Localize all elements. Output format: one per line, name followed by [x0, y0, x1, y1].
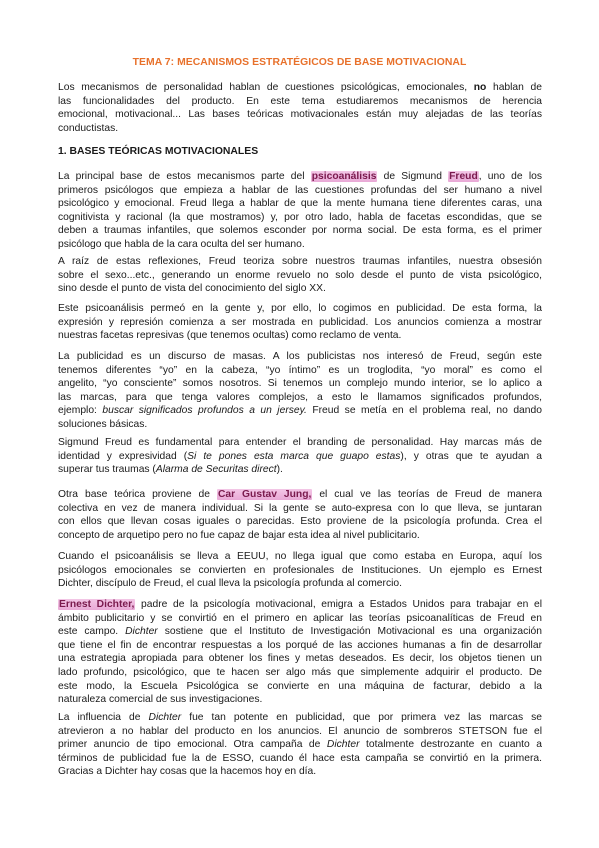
- paragraph-jung: [58, 488, 542, 542]
- text-line: nuestras facetas represivas (que tenemos ocultas) como reclamo de venta.: [58, 330, 402, 342]
- text-line: La influencia de Dichter fue tan potente en publicidad, que por primera vez las marcas se: [58, 712, 543, 723]
- text-line: una estrategia apropiada para obtener los fines y metas deseados. Es decir, los objetos tienen un: [58, 653, 542, 665]
- text-line: sobre el sexo...etc., generando un enorme revuelo no solo desde el punto de vista psicológico,: [58, 269, 542, 281]
- text-line: Dichter, discípulo de Freud, el cual lleva la psicología profunda al comercio.: [58, 578, 402, 590]
- text-line: Este psicoanálisis permeó en la gente y, por ello, lo cogimos en publicidad. De esta forma, la: [58, 303, 542, 314]
- text-line: Cuando el psicoanálisis se lleva a EEUU, no llega igual que como estaba en Europa, aquí los: [58, 551, 542, 562]
- text-line: este campo. Dichter sostiene que el Instituto de Investigación Motivacional es una organización: [58, 626, 542, 638]
- text-line: ejemplo: buscar significados profundos a un jersey. Freud se metía en el problema real, no dando: [58, 405, 542, 417]
- text-line: primeros psicólogos que empieza a hablar de las cuestiones profundas del ser humano a nivel: [58, 184, 542, 196]
- text-line: sino desde el punto de vista del conocimiento del siglo XX.: [58, 283, 326, 295]
- paragraph-eeuu: [58, 550, 542, 591]
- bold-word: no: [473, 82, 487, 93]
- text-line: naturaleza comercial de sus investigaciones.: [58, 694, 263, 706]
- highlight-dichter: Ernest Dichter,: [59, 599, 135, 610]
- text-line: Sigmund Freud es fundamental para entender el branding de personalidad. Hay marcas más de: [58, 437, 542, 448]
- text-line: términos de publicidad fue la de ESSO, cuando él hace esta campaña se convirtió en la primera.: [58, 752, 542, 764]
- text-line: conductistas.: [58, 122, 119, 134]
- text-line: colectiva en vez de manera individual. Si la gente se auto-expresa con lo que lleva, se juntaran: [58, 502, 542, 514]
- text-line: La principal base de estos mecanismos parte del psicoanálisis de Sigmund Freud, uno de los: [58, 171, 542, 182]
- text-line: psicológico y emocional. Freud llega a hablar de que la mente humana tiene diferentes caras, una: [58, 198, 542, 210]
- highlight-freud: Freud: [449, 171, 478, 182]
- text-line: superar tus traumas (Alarma de Securitas direct).: [58, 464, 283, 476]
- text-line: concepto de arquetipo pero no fue capaz de bajar esta idea al nivel publicitario.: [58, 529, 420, 541]
- text-line: psicólogos emocionales se convierten en profesionales de Instituciones. Un ejemplo es Ernest: [58, 564, 542, 576]
- text-line: cognitivista y racional (la que mostramos) y, por otro lado, habla de facetas escondidas, que se: [58, 211, 542, 223]
- paragraph-branding: [58, 436, 542, 477]
- text-line: identidad y expresividad (Si te pones esta marca que guapo estas), y otras que te ayudan a: [58, 450, 542, 462]
- text-line: expresión y represión comienza a ser mostrada en publicidad. Los anuncios comienza a mostrar: [58, 316, 542, 328]
- text-line: Ernest Dichter, padre de la psicología motivacional, emigra a Estados Unidos para trabajar en el: [59, 599, 542, 610]
- text-line: psicólogo que habla de la cara oculta del ser humano.: [58, 238, 305, 250]
- paragraph-influencia: [58, 711, 542, 779]
- text-line: soluciones básicas.: [58, 418, 148, 430]
- text-line: A raíz de estas reflexiones, Freud teoriza sobre nuestros traumas infantiles, nuestra obsesión: [58, 256, 542, 267]
- document-title: TEMA 7: MECANISMOS ESTRATÉGICOS DE BASE MOTIVACIONAL: [132, 57, 467, 68]
- text-line: con ellos que llevan cosas iguales o parecidas. Esto proviene de la psicología profunda. Crea el: [58, 516, 542, 528]
- text-line: Otra base teórica proviene de Car Gustav Jung, el cual ve las teorías de Freud de manera: [58, 489, 542, 500]
- text-line: este modo, la Escuela Psicológica se convierte en una máquina de facturar, debido a la: [58, 680, 542, 692]
- text-line: que tiene el fin de encontrar respuestas a los porqué de las acciones humanas a fin de desarrollar: [58, 639, 542, 651]
- paragraph-publicidad-psicoanalisis: [58, 302, 542, 343]
- paragraph-psicoanalisis: [58, 170, 542, 252]
- text-line: deben a traumas infantiles, que solemos esconder por norma social. De esta forma, es el primer: [58, 225, 542, 237]
- intro-paragraph: [58, 81, 542, 135]
- text-line: La publicidad es un discurso de masas. A los publicistas nos interesó de Freud, según este: [58, 351, 542, 362]
- text-line: lado profundo, psicológico, que te hacen ser algo más que simplemente adquirir el producto. De: [58, 666, 542, 678]
- text-line: las marcas, para que tenga valores complejos, a esto le llamamos significados profundos,: [58, 391, 542, 403]
- text-line: emocional, motivacional... Las bases teóricas motivacionales están muy alejadas de las teorías: [58, 109, 542, 121]
- text-line: angelito, “yo consciente” somos nosotros. Si tenemos un complejo mundo interior, se lo aplico a: [58, 378, 542, 390]
- text-line: ámbito publicitario y se convirtió en el primero en aplicar las teorías psicoanalíticas de Freud en: [58, 612, 542, 624]
- paragraph-dichter: [58, 598, 542, 707]
- highlight-psicoanalisis: psicoanálisis: [311, 171, 377, 182]
- highlight-jung: Car Gustav Jung,: [217, 489, 312, 500]
- section-heading: 1. BASES TEÓRICAS MOTIVACIONALES: [58, 146, 259, 157]
- text-line: primer anuncio de tipo emocional. Otra campaña de Dichter totalmente destrozante en cuanto a: [58, 739, 542, 751]
- paragraph-reflexiones: [58, 255, 542, 296]
- paragraph-discurso-masas: [58, 350, 542, 432]
- text-line: las funcionalidades del producto. En este tema estudiaremos mecanismos de herencia: [58, 95, 542, 107]
- text-line: Los mecanismos de personalidad hablan de cuestiones psicológicas, emocionales, no hablan de: [58, 82, 542, 93]
- text-line: tenemos diferentes “yo” en la cabeza, “yo íntimo” es un troglodita, “yo moral” es como el: [58, 364, 542, 376]
- text-line: Gracias a Dichter hay cosas que la hacemos hoy en día.: [58, 766, 317, 778]
- text-line: atrevieron a no hablar del producto en los anuncios. El anuncio de sombreros STETSON fue el: [58, 725, 542, 737]
